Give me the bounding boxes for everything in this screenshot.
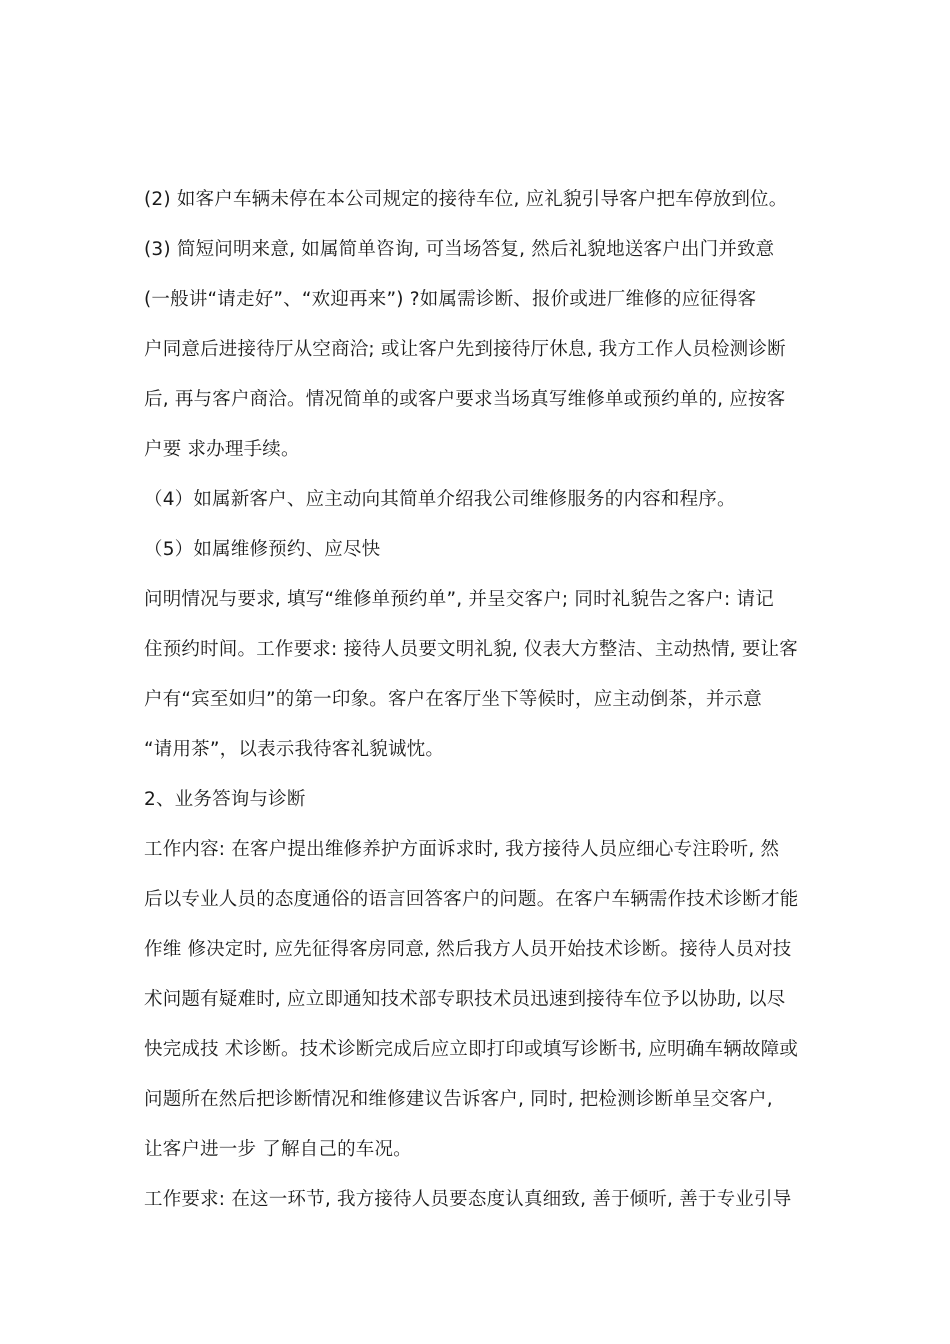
text-line: (3) 简短问明来意, 如属简单咨询, 可当场答复, 然后礼貌地送客户出门并致意 <box>144 239 775 260</box>
text-line: 工作要求: 在这一环节, 我方接待人员要态度认真细致, 善于倾听, 善于专业引导 <box>144 1189 792 1210</box>
text-line: 问明情况与要求, 填写“维修单预约单”, 并呈交客户; 同时礼貌告之客户: 请记 <box>144 589 774 610</box>
text-line: 户要 求办理手续。 <box>144 439 300 460</box>
text-line: (一般讲“请走好”、“欢迎再来”) ?如属需诊断、报价或进厂维修的应征得客 <box>144 289 757 310</box>
text-line: 让客户进一步 了解自己的车况。 <box>144 1139 412 1160</box>
text-line: 问题所在然后把诊断情况和维修建议告诉客户, 同时, 把检测诊断单呈交客户, <box>144 1089 773 1110</box>
text-line: 术问题有疑难时, 应立即通知技术部专职技术员迅速到接待车位予以协助, 以尽 <box>144 989 786 1010</box>
text-line: 作维 修决定时, 应先征得客房同意, 然后我方人员开始技术诊断。接待人员对技 <box>144 939 792 960</box>
text-line: (2) 如客户车辆未停在本公司规定的接待车位, 应礼貌引导客户把车停放到位。 <box>144 189 788 210</box>
text-line: （5）如属维修预约、应尽快 <box>144 539 381 560</box>
text-line: 工作内容: 在客户提出维修养护方面诉求时, 我方接待人员应细心专注聆听, 然 <box>144 839 780 860</box>
text-line: “请用茶”，以表示我待客礼貌诚忱。 <box>144 739 445 760</box>
text-line: 住预约时间。工作要求: 接待人员要文明礼貌, 仪表大方整洁、主动热情, 要让客 <box>144 639 798 660</box>
text-line: 快完成技 术诊断。技术诊断完成后应立即打印或填写诊断书, 应明确车辆故障或 <box>144 1039 799 1060</box>
text-line: 户同意后进接待厅从空商洽; 或让客户先到接待厅休息, 我方工作人员检测诊断 <box>144 339 786 360</box>
section-heading: 2、业务答询与诊断 <box>144 789 306 810</box>
text-line: 后以专业人员的态度通俗的语言回答客户的问题。在客户车辆需作技术诊断才能 <box>144 889 799 910</box>
text-line: 户有“宾至如归”的第一印象。客户在客厅坐下等候时，应主动倒茶，并示意 <box>144 689 762 710</box>
text-line: （4）如属新客户、应主动向其简单介绍我公司维修服务的内容和程序。 <box>144 489 736 510</box>
text-line: 后, 再与客户商洽。情况简单的或客户要求当场真写维修单或预约单的, 应按客 <box>144 389 786 410</box>
